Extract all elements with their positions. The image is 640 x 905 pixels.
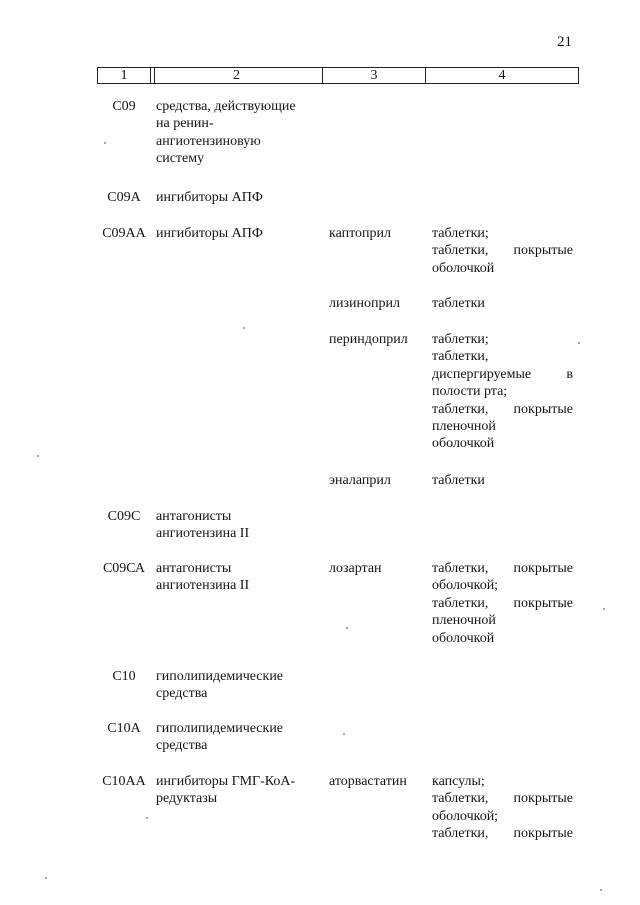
form-line: оболочкой xyxy=(432,630,495,646)
form-line: таблетки xyxy=(432,296,485,311)
name-line: систему xyxy=(156,151,205,167)
scan-speck xyxy=(578,342,580,344)
form-line: полости рта; xyxy=(432,384,508,400)
form-line: таблетки, покрытые xyxy=(432,826,573,842)
scan-speck xyxy=(104,142,106,144)
dosage-form xyxy=(432,295,573,312)
page-number: 21 xyxy=(557,34,572,50)
dosage-form xyxy=(432,773,573,843)
drug-name: периндоприл xyxy=(329,332,408,347)
group-name xyxy=(156,189,318,206)
drug-name: лизиноприл xyxy=(329,296,400,311)
drug-name: эналаприл xyxy=(329,473,391,488)
dosage-form xyxy=(432,331,573,453)
form-line: таблетки, покрытые xyxy=(432,561,573,576)
name-line: ангиотензина II xyxy=(156,526,250,542)
name-line: антагонисты xyxy=(156,509,232,524)
group-name xyxy=(156,560,318,595)
scan-speck xyxy=(600,889,602,891)
form-line: таблетки, покрытые xyxy=(432,243,573,259)
name-line: гиполипидемические xyxy=(156,669,284,684)
form-line: таблетки, покрытые xyxy=(432,401,573,417)
group-name xyxy=(156,773,318,808)
header-col-4: 4 xyxy=(425,68,578,83)
atc-code: С09С xyxy=(107,509,141,524)
atc-code: С09 xyxy=(112,99,136,114)
form-line: диспергируемые в xyxy=(432,366,573,382)
scan-speck xyxy=(603,608,605,610)
form-line: оболочкой; xyxy=(432,808,499,824)
atc-code: С10АА xyxy=(102,774,146,789)
name-line: ангиотензина II xyxy=(156,578,250,594)
group-name xyxy=(156,508,318,543)
name-line: ингибиторы АПФ xyxy=(156,190,263,205)
name-line: ингибиторы АПФ xyxy=(156,226,263,241)
name-line: на ренин- xyxy=(156,116,214,132)
scan-speck xyxy=(343,733,345,735)
drug-name: аторвастатин xyxy=(329,774,407,789)
dosage-form xyxy=(432,225,573,277)
drug-name: лозартан xyxy=(329,561,382,576)
scan-speck xyxy=(346,627,348,629)
header-col-2: 2 xyxy=(150,68,322,83)
name-line: средства xyxy=(156,738,208,754)
atc-code: С09СА xyxy=(102,561,146,576)
form-line: таблетки, покрытые xyxy=(432,595,573,611)
form-line: таблетки; xyxy=(432,226,489,241)
scan-speck xyxy=(243,327,245,329)
form-line: оболочкой; xyxy=(432,578,499,594)
form-line: оболочкой xyxy=(432,260,495,276)
scan-speck xyxy=(37,455,39,457)
atc-code: С09А xyxy=(107,190,141,205)
group-name xyxy=(156,225,318,242)
drug-name: каптоприл xyxy=(329,226,392,241)
name-line: средства xyxy=(156,686,208,702)
scan-speck xyxy=(146,817,148,819)
header-col-3: 3 xyxy=(322,68,425,83)
atc-code: С10 xyxy=(112,669,136,684)
group-name xyxy=(156,98,318,168)
table-header xyxy=(97,67,579,84)
header-col-1: 1 xyxy=(120,68,128,83)
name-line: антагонисты xyxy=(156,561,232,576)
group-name xyxy=(156,668,318,703)
dosage-form xyxy=(432,560,573,647)
name-line: редуктазы xyxy=(156,791,218,807)
atc-code: С09АА xyxy=(102,226,146,241)
form-line: пленочной xyxy=(432,419,496,435)
dosage-form xyxy=(432,472,573,489)
scan-speck xyxy=(45,877,47,879)
name-line: ангиотензиновую xyxy=(156,133,261,149)
name-line: гиполипидемические xyxy=(156,721,284,736)
form-line: таблетки, xyxy=(432,349,489,365)
form-line: капсулы; xyxy=(432,774,485,789)
form-line: оболочкой xyxy=(432,436,495,452)
form-line: таблетки, покрытые xyxy=(432,791,573,807)
form-line: пленочной xyxy=(432,613,496,629)
group-name xyxy=(156,720,318,755)
name-line: средства, действующие xyxy=(156,99,296,114)
form-line: таблетки xyxy=(432,473,485,488)
atc-code: С10А xyxy=(107,721,141,736)
name-line: ингибиторы ГМГ-КоА- xyxy=(156,774,296,789)
form-line: таблетки; xyxy=(432,332,489,347)
